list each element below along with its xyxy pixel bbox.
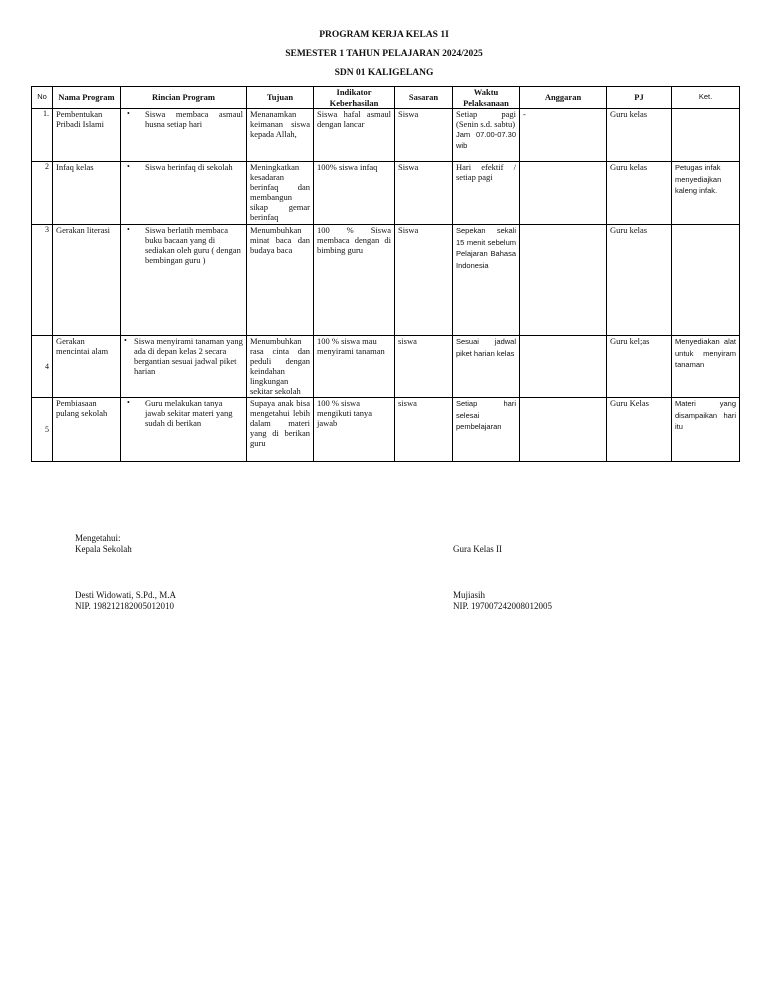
row-no: 4 bbox=[32, 336, 53, 398]
row-nama: Gerakan mencintai alam bbox=[53, 336, 121, 398]
row-sasaran: siswa bbox=[395, 336, 453, 398]
kepala-sekolah-nip: NIP. 198212182005012010 bbox=[75, 601, 175, 611]
row-tujuan: Supaya anak bisa mengetahui lebih dalam materi yang di berikan guru bbox=[247, 398, 314, 462]
row-indikator: 100% siswa infaq bbox=[314, 162, 395, 225]
row-rincian bbox=[121, 109, 247, 162]
row-anggaran bbox=[520, 398, 607, 462]
row-anggaran: - bbox=[520, 109, 607, 162]
row-indikator: Siswa hafal asmaul dengan lancar bbox=[314, 109, 395, 162]
kepala-sekolah-name: Desti Widowati, S.Pd., M.A bbox=[75, 590, 176, 600]
row-sasaran: siswa bbox=[395, 398, 453, 462]
row-pj: Guru kelas bbox=[607, 109, 672, 162]
header-nama-program: Nama Program bbox=[53, 87, 121, 109]
header-indikator: Indikator Keberhasilan bbox=[314, 87, 395, 109]
row-rincian-text: Siswa menyirami tanaman yang ada di depan kelas 2 secara bergantian sesuai jadwal piket harian bbox=[134, 336, 243, 377]
school-title: SDN 01 KALIGELANG bbox=[334, 68, 434, 78]
row-indikator: 100 % Siswa membaca dengan di bimbing guru bbox=[314, 225, 395, 336]
bullet-icon: • bbox=[127, 109, 130, 118]
row-rincian bbox=[121, 336, 247, 398]
row-no: 2 bbox=[32, 162, 53, 225]
signature-left-header bbox=[75, 533, 132, 555]
guru-kelas-label: Gura Kelas II bbox=[453, 544, 502, 554]
row-tujuan: Menumbuhkan rasa cinta dan peduli dengan keindahan lingkungan sekitar sekolah bbox=[247, 336, 314, 398]
row-rincian-text: Siswa berlatih membaca buku bacaan yang di sediakan oleh guru ( dengan bembingan guru ) bbox=[145, 225, 241, 266]
row-waktu: Setiap hari selesai pembelajaran bbox=[453, 398, 520, 462]
row-waktu: Sesuai jadwal piket harian kelas bbox=[453, 336, 520, 398]
row-waktu: Hari efektif / setiap pagi bbox=[453, 162, 520, 225]
row-nama: Pembiasaan pulang sekolah bbox=[53, 398, 121, 462]
row-pj: Guru Kelas bbox=[607, 398, 672, 462]
row-nama: Infaq kelas bbox=[53, 162, 121, 225]
row-waktu: Sepekan sekali 15 menit sebelum Pelajaran Bahasa Indonesia bbox=[453, 225, 520, 336]
row-rincian-text: Siswa berinfaq di sekolah bbox=[145, 162, 233, 172]
row-indikator: 100 % siswa mau menyirami tanaman bbox=[314, 336, 395, 398]
row-rincian bbox=[121, 398, 247, 462]
header-rincian-program: Rincian Program bbox=[121, 87, 247, 109]
row-pj: Guru kelas bbox=[607, 162, 672, 225]
row-tujuan: Meningkatkan kesadaran berinfaq dan membangun sikap gemar berinfaq bbox=[247, 162, 314, 225]
signature-left-name bbox=[75, 590, 176, 612]
kepala-sekolah-label: Kepala Sekolah bbox=[75, 544, 132, 554]
bullet-icon: • bbox=[127, 162, 130, 171]
row-sasaran: Siswa bbox=[395, 109, 453, 162]
row-tujuan: Menanamkan keimanan siswa kepada Allah, bbox=[247, 109, 314, 162]
row-rincian bbox=[121, 162, 247, 225]
semester-title: SEMESTER 1 TAHUN PELAJARAN 2024/2025 bbox=[285, 49, 483, 59]
row-rincian-text: Siswa membaca asmaul husna setiap hari bbox=[145, 109, 243, 130]
mengetahui-label: Mengetahui: bbox=[75, 533, 121, 543]
row-tujuan: Menumbuhkan minat baca dan budaya baca bbox=[247, 225, 314, 336]
guru-kelas-name: Mujiasih bbox=[453, 590, 486, 600]
row-pj: Guru kel;as bbox=[607, 336, 672, 398]
row-pj: Guru kelas bbox=[607, 225, 672, 336]
signature-right-name bbox=[453, 590, 552, 612]
row-indikator: 100 % siswa mengikuti tanya jawab bbox=[314, 398, 395, 462]
header-anggaran: Anggaran bbox=[520, 87, 607, 109]
row-sasaran: Siswa bbox=[395, 162, 453, 225]
guru-kelas-nip: NIP. 197007242008012005 bbox=[453, 601, 553, 611]
row-no: 5 bbox=[32, 398, 53, 462]
row-anggaran bbox=[520, 336, 607, 398]
row-ket: Petugas infak menyediajkan kaleng infak. bbox=[672, 162, 740, 225]
row-sasaran: Siswa bbox=[395, 225, 453, 336]
table-header-row bbox=[32, 87, 740, 109]
header-pj: PJ bbox=[607, 87, 672, 109]
row-no: 3 bbox=[32, 225, 53, 336]
row-rincian bbox=[121, 225, 247, 336]
document-title: PROGRAM KERJA KELAS 1I bbox=[319, 30, 449, 40]
header-sasaran: Sasaran bbox=[395, 87, 453, 109]
table-row bbox=[32, 336, 740, 398]
program-table bbox=[31, 86, 740, 462]
table-row bbox=[32, 162, 740, 225]
header-ket: Ket. bbox=[672, 87, 740, 109]
row-nama: Pembentukan Pribadi Islami bbox=[53, 109, 121, 162]
table-row bbox=[32, 109, 740, 162]
row-no: 1. bbox=[32, 109, 53, 162]
header-tujuan: Tujuan bbox=[247, 87, 314, 109]
row-anggaran bbox=[520, 162, 607, 225]
row-waktu bbox=[453, 109, 520, 162]
row-waktu-jam: Jam 07.00-07.30 wib bbox=[456, 130, 516, 151]
bullet-icon: • bbox=[124, 336, 127, 345]
header-waktu: Waktu Pelaksanaan bbox=[453, 87, 520, 109]
table-row bbox=[32, 225, 740, 336]
row-rincian-text: Guru melakukan tanya jawab sekitar materi yang sudah di berikan bbox=[145, 398, 233, 429]
row-waktu-text: Setiap pagi (Senin s.d. sabtu) bbox=[456, 109, 516, 130]
header-no: No bbox=[32, 87, 53, 109]
row-ket: Menyediakan alat untuk menyiram tanaman bbox=[672, 336, 740, 398]
table-row bbox=[32, 398, 740, 462]
bullet-icon: • bbox=[127, 398, 130, 407]
bullet-icon: • bbox=[127, 225, 130, 234]
row-ket bbox=[672, 225, 740, 336]
row-ket: Materi yang disampaikan hari itu bbox=[672, 398, 740, 462]
row-nama: Gerakan literasi bbox=[53, 225, 121, 336]
row-ket bbox=[672, 109, 740, 162]
row-anggaran bbox=[520, 225, 607, 336]
